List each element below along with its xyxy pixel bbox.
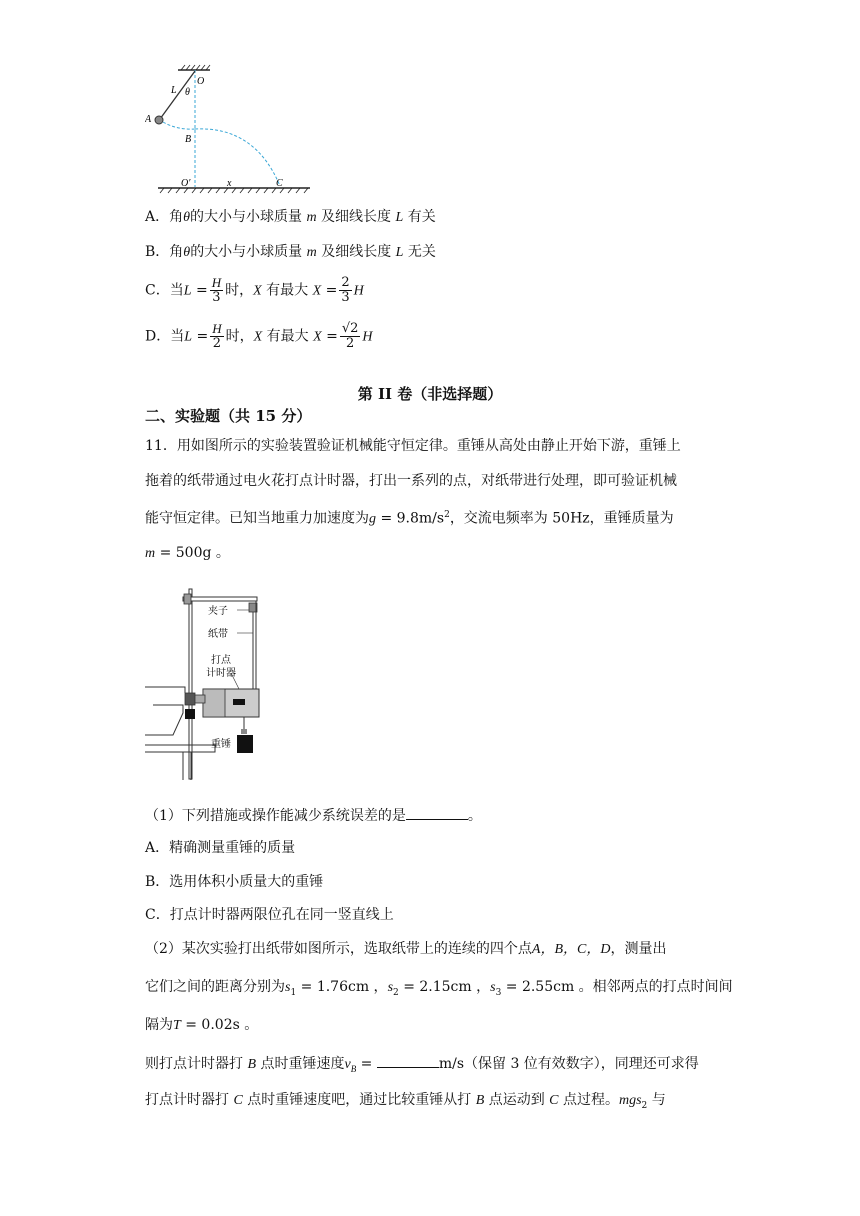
- fraction: $\frac{H}{3}$: [211, 275, 222, 305]
- label-B: B: [185, 134, 192, 145]
- sub2-line-5: 打点计时器打 C 点时重锤速度吧，通过比较重锤从打 B 点运动到 C 点过程。mgs$_2$ 与: [145, 1092, 666, 1111]
- q11-line-3: 能守恒定律。已知当地重力加速度为$g = 9.8m/s^2$，交流电频率为 50Hz，重锤质量为: [145, 510, 674, 527]
- fraction: $\frac{H}{2}$: [212, 321, 222, 351]
- option-a: A．角θ的大小与小球质量 m 及细线长度 L 有关: [145, 209, 436, 225]
- label-O: O: [197, 76, 205, 87]
- label-tape: 纸带: [208, 629, 228, 640]
- label-clamp: 夹子: [208, 606, 228, 617]
- option-b: B．角θ的大小与小球质量 m 及细线长度 L 无关: [145, 244, 436, 260]
- sub2-line-4: 则打点计时器打 B 点时重锤速度$v_B = m/s$（保留 3 位有效数字），同理还可求得: [145, 1053, 699, 1079]
- label-A: A: [145, 114, 152, 125]
- sub1-question: （1）下列措施或操作能减少系统误差的是 。: [145, 805, 482, 826]
- part-title: 第 II 卷（非选择题）: [357, 385, 503, 403]
- option-d: D．当L = $\frac{H}{2}$ 时，X 有最大 X = $\frac{√2}{2}$ H: [145, 321, 373, 351]
- label-timer-1: 打点: [211, 655, 231, 666]
- label-x: x: [227, 178, 232, 189]
- sub2-line-2: 它们之间的距离分别为$s_1 = 1.76cm$ ，$s_2 = 2.15cm$ ，$s_3 = 2.55cm$ 。相邻两点的打点时间间: [145, 979, 733, 998]
- pendulum-figure: [145, 62, 320, 197]
- label-O-prime: O′: [181, 178, 191, 189]
- q11-line-1: 11．用如图所示的实验装置验证机械能守恒定律。重锤从高处由静止开始下游，重锤上: [145, 438, 681, 454]
- sub1-option-b: B．选用体积小质量大的重锤: [145, 874, 324, 890]
- label-theta: θ: [185, 87, 190, 98]
- fraction: $\frac{√2}{2}$: [341, 321, 359, 351]
- option-c: C．当L = $\frac{H}{3}$ 时，X 有最大 X = $\frac{2}{3}$ H: [145, 275, 364, 305]
- sub2-line-1: （2）某次实验打出纸带如图所示，选取纸带上的连续的四个点A，B，C，D，测量出: [145, 941, 667, 957]
- q11-line-2: 拖着的纸带通过电火花打点计时器，打出一系列的点，对纸带进行处理，即可验证机械: [145, 473, 677, 489]
- section-title: 二、实验题（共 15 分）: [145, 407, 312, 425]
- label-L: L: [171, 85, 177, 96]
- label-timer-2: 计时器: [206, 668, 236, 679]
- fraction: $\frac{2}{3}$: [341, 275, 350, 305]
- label-C: C: [276, 178, 283, 189]
- answer-blank[interactable]: [406, 805, 468, 820]
- label-weight: 重锤: [211, 739, 231, 750]
- sub1-option-c: C．打点计时器两限位孔在同一竖直线上: [145, 907, 394, 923]
- answer-blank[interactable]: [377, 1053, 439, 1068]
- sub1-option-a: A．精确测量重锤的质量: [145, 840, 296, 856]
- q11-line-4: m = 500g 。: [145, 545, 230, 561]
- apparatus-figure: [145, 585, 270, 785]
- sub2-line-3: 隔为T = 0.02s 。: [145, 1017, 259, 1033]
